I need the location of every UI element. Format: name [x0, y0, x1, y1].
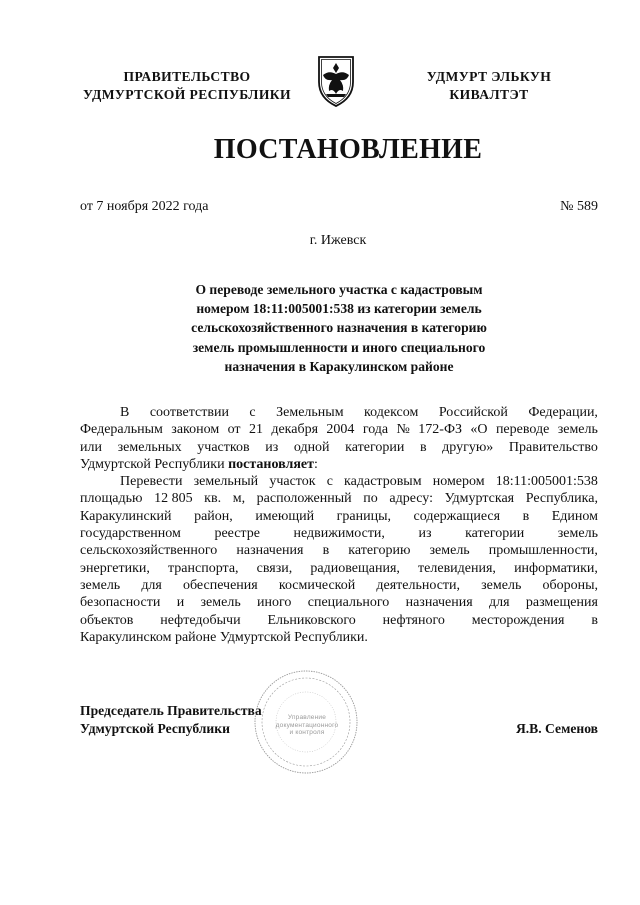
word: Российской — [438, 405, 508, 420]
word: с — [326, 474, 333, 490]
word: недвижимости, — [293, 526, 385, 542]
word: в — [591, 612, 598, 628]
word: земельный — [193, 474, 259, 490]
word: в — [419, 439, 427, 455]
word: одной — [293, 439, 330, 455]
org-name-udmurt-line-2: КИВАЛТЭТ — [449, 87, 529, 102]
word: соответствии — [149, 405, 229, 420]
document-body — [80, 404, 598, 646]
word: другую» — [442, 439, 494, 455]
word: сельскохозяйственного — [80, 543, 218, 559]
word: Едином — [551, 508, 598, 524]
word: или — [80, 439, 102, 455]
word: категории — [465, 526, 525, 542]
text-line-last — [80, 629, 598, 646]
word: 18:11:005001:538 — [495, 474, 598, 490]
seal-stamp-line-1: Управление — [287, 714, 327, 721]
text-line — [80, 473, 598, 490]
word: в — [522, 508, 530, 524]
text-line — [80, 542, 598, 559]
word: из — [418, 526, 432, 542]
word: государственном — [80, 526, 181, 542]
word: «О — [470, 422, 488, 438]
word: года — [362, 422, 389, 438]
word: транспорта, — [168, 560, 239, 576]
word: переводе — [495, 422, 550, 438]
signatory-position-line-1: Председатель Правительства — [80, 703, 262, 718]
word: от — [227, 422, 241, 438]
word: категорию — [348, 543, 411, 559]
word: обороны, — [542, 577, 598, 593]
word: район, — [194, 508, 233, 524]
word: безопасности — [80, 595, 161, 611]
word: связи, — [256, 560, 293, 576]
text-line — [80, 508, 598, 525]
word: кадастровым — [344, 474, 422, 490]
signatory-position-line-2: Удмуртской Республики — [80, 721, 230, 736]
word: нефтяного — [382, 612, 445, 628]
title-line: сельскохозяйственного назначения в категорию — [191, 320, 487, 336]
word: 172-ФЗ — [418, 422, 463, 438]
word: информатики, — [514, 560, 598, 576]
text-line-last — [80, 456, 598, 473]
word: земель — [481, 577, 522, 593]
word: радиовещания, — [310, 560, 400, 576]
word: земель — [80, 577, 121, 593]
signatory-position — [80, 702, 262, 738]
word: с — [249, 405, 256, 420]
text-line — [80, 404, 598, 421]
document-type-heading: ПОСТАНОВЛЕНИЕ — [213, 134, 483, 165]
word: кодексом — [364, 405, 419, 420]
title-line: назначения в Каракулинском районе — [224, 358, 454, 374]
text-fragment: Каракулинском районе Удмуртской Республики. — [80, 629, 368, 645]
word: по — [363, 491, 378, 507]
text-line — [80, 421, 598, 438]
word: промышленности, — [488, 543, 598, 559]
word: участок — [269, 474, 316, 490]
word: месторождения — [471, 612, 565, 628]
text-line — [80, 490, 598, 507]
word: телевидения, — [418, 560, 496, 576]
signatory-name: Я.В. Семенов — [515, 721, 598, 736]
paragraph-preamble — [80, 404, 598, 473]
word: 12 805 — [154, 491, 193, 507]
word: назначения — [405, 595, 473, 611]
word: в — [322, 543, 330, 559]
org-name-russian — [68, 68, 306, 104]
word: иного — [257, 595, 292, 611]
word: Республика, — [525, 491, 598, 507]
word: № — [396, 422, 410, 438]
word: декабря — [271, 422, 319, 438]
word: адресу: — [389, 491, 433, 507]
word: объектов — [80, 612, 134, 628]
word: назначения — [236, 543, 304, 559]
word: Правительство — [508, 439, 598, 455]
word: 21 — [248, 422, 263, 438]
word: м, — [232, 491, 246, 507]
word: категории — [345, 439, 405, 455]
org-name-udmurt — [400, 68, 578, 104]
word: Перевести — [120, 474, 183, 490]
word: Федеральным — [80, 422, 163, 438]
decree-keyword: постановляет — [228, 456, 315, 472]
word: земельных — [117, 439, 182, 455]
word: Ельниковского — [267, 612, 356, 628]
word: нефтедобычи — [160, 612, 241, 628]
word: космической — [278, 577, 356, 593]
word: номером — [432, 474, 485, 490]
word: земель — [557, 422, 598, 438]
text-line — [80, 594, 598, 611]
word: земель — [200, 595, 241, 611]
word: размещения — [525, 595, 598, 611]
word: кв. — [204, 491, 222, 507]
word: для — [488, 595, 510, 611]
text-fragment: : — [314, 456, 318, 472]
word: 2004 — [326, 422, 355, 438]
text-line — [80, 439, 598, 456]
word: для — [141, 577, 162, 593]
seal-stamp-text — [265, 714, 349, 737]
word: энергетики, — [80, 560, 150, 576]
word: из — [265, 439, 279, 455]
word: В — [120, 405, 130, 420]
text-line — [80, 612, 598, 629]
word: земель — [557, 526, 598, 542]
udmurt-emblem-icon — [316, 54, 356, 108]
seal-stamp-line-3: и контроля — [289, 729, 325, 736]
word: реестре — [214, 526, 260, 542]
title-line: земель промышленности и иного специального — [192, 339, 486, 355]
word: расположенный — [256, 491, 352, 507]
word: участков — [197, 439, 250, 455]
document-date: от 7 ноября 2022 года — [80, 199, 209, 214]
org-name-russian-line-2: УДМУРТСКОЙ РЕСПУБЛИКИ — [82, 87, 292, 102]
word: границы, — [336, 508, 391, 524]
document-title — [150, 280, 528, 376]
word: Удмуртская — [444, 491, 515, 507]
word: земель — [429, 543, 470, 559]
org-name-russian-line-1: ПРАВИТЕЛЬСТВО — [123, 69, 251, 84]
word: и — [176, 595, 185, 611]
text-fragment: Удмуртской Республики — [80, 456, 229, 472]
word: содержащиеся — [413, 508, 501, 524]
word: Каракулинский — [80, 508, 172, 524]
word: деятельности, — [376, 577, 461, 593]
word: имеющий — [255, 508, 315, 524]
word: законом — [171, 422, 220, 438]
seal-stamp-line-2: документационного — [275, 721, 339, 729]
text-line — [80, 525, 598, 542]
word: площадью — [80, 491, 143, 507]
title-line: номером 18:11:005001:538 из категории земель — [196, 301, 482, 317]
word: обеспечения — [182, 577, 258, 593]
word: Земельным — [276, 405, 344, 420]
title-line: О переводе земельного участка с кадастровым — [195, 282, 483, 297]
text-line — [80, 577, 598, 594]
text-line — [80, 560, 598, 577]
document-city: г. Ижевск — [309, 233, 367, 248]
document-number: № 589 — [560, 199, 598, 214]
paragraph-decree — [80, 473, 598, 646]
org-name-udmurt-line-1: УДМУРТ ЭЛЬКУН — [426, 69, 552, 84]
word: специального — [307, 595, 390, 611]
word: Федерации, — [528, 405, 598, 420]
